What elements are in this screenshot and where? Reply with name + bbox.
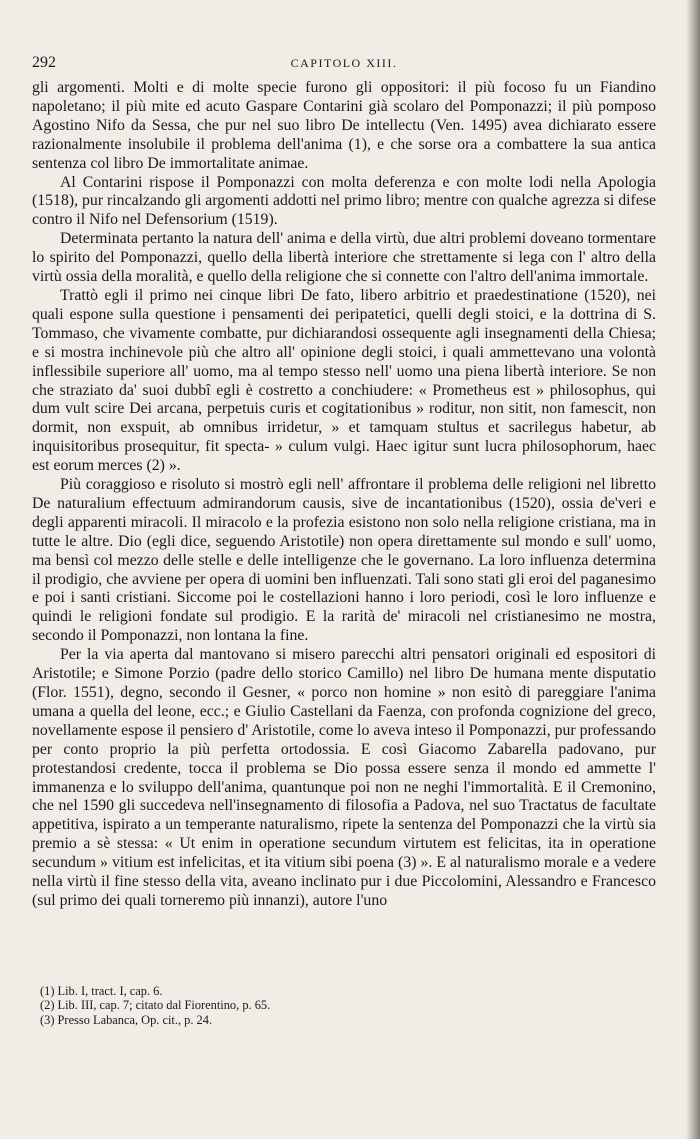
page-header	[32, 54, 656, 74]
page-number: 292	[32, 54, 56, 71]
paragraph: Al Contarini rispose il Pomponazzi con molta deferenza e con molte lodi nella Apologia (1518), pur rincalzando gli argomenti addotti nel primo libro; mentre con qualche agrezza si difese contro il Nifo nel Defensorium (1519).	[32, 173, 656, 229]
paragraph: Determinata pertanto la natura dell' anima e della virtù, due altri problemi doveano tormentare lo spirito del Pomponazzi, quello della libertà interiore che strettamente si lega con l' altro della virtù ossia della moralità, e quello della religione che si connette con l'altro dell'anima immortale.	[32, 230, 656, 286]
footnotes	[32, 984, 656, 1027]
paragraph: Trattò egli il primo nei cinque libri De fato, libero arbitrio et praedestinatione (1520), nei quali espone sulla questione i pensamenti dei peripatetici, quelli degli stoici, e la dottrina di S. Tommaso, che vivamente combatte, pur dichiarandosi ossequente agli insegnamenti della Chiesa; e si mostra inchinevole più che altro all' opinione degli stoici, i quali ammettevano una volontà inflessibile superiore all' uomo, ma al tempo stesso nell' uomo una piena libertà interiore. Se non che straziato da' suoi dubbî egli è costretto a conchiudere: « Prometheus est » philosophus, qui dum vult scire Dei arcana, perpetuis curis et cogitationibus » roditur, non sitit, non famescit, non dormit, non exspuit, ab omnibus irridetur, » et tamquam stultus et sacrilegus habetur, ab inquisitoribus prosequitur, fit specta- » culum vulgi. Haec igitur sunt lucra philosophorum, haec est eorum merces (2) ».	[32, 286, 656, 475]
footnote: (2) Lib. III, cap. 7; citato dal Fiorentino, p. 65.	[40, 998, 271, 1013]
running-head: CAPITOLO XIII.	[290, 56, 398, 70]
footnote: (1) Lib. I, tract. I, cap. 6.	[40, 984, 163, 998]
paragraph: gli argomenti. Molti e di molte specie furono gli oppositori: il più focoso fu un Fiandino napoletano; il più mite ed acuto Gaspare Contarini già scolaro del Pomponazzi; il più pomposo Agostino Nifo da Sessa, che pur nel suo libro De intellectu (Ven. 1495) avea dichiarato essere razionalmente insolubile il problema dell'anima (1), e che sorse ora a combattere la sua antica sentenza col libro De immortalitate animae.	[32, 79, 656, 172]
paragraph: Più coraggioso e risoluto si mostrò egli nell' affrontare il problema delle religioni nel libretto De naturalium effectuum admirandorum causis, sive de incantationibus (1520), ossia de'veri e degli apparenti miracoli. Il miracolo e la profezia esistono non solo nella religione cristiana, ma in tutte le altre. Dio (egli dice, seguendo Aristotile) non opera direttamente sul mondo e sull' uomo, ma bensì col mezzo delle stelle e delle intelligenze che le governano. La loro influenza determina il prodigio, che avviene per opera di uomini ben influenzati. Tali sono stati gli eroi del paganesimo e poi i santi cristiani. Siccome poi le costellazioni hanno i loro periodi, così le loro influenze e quindi le religioni fondate sul prodigio. E la rarità de' miracoli nel cristianesimo ne mostra, secondo il Pomponazzi, non lontana la fine.	[32, 476, 656, 645]
page-edge-shadow	[686, 0, 700, 1139]
footnote: (3) Presso Labanca, Op. cit., p. 24.	[40, 1012, 213, 1027]
body-text	[32, 79, 656, 911]
paragraph: Per la via aperta dal mantovano si misero parecchi altri pensatori originali ed espositori di Aristotile; e Simone Porzio (padre dello storico Camillo) nel libro De humana mente disputatio (Flor. 1551), degno, secondo il Gesner, « porco non homine » non esitò di pareggiare l'anima umana a quella del leone, ecc.; e Giulio Castellani da Faenza, con profonda cognizione del greco, novellamente espose il pensiero d' Aristotile, come lo aveva inteso il Pomponazzi, pur professando per conto proprio la più perfetta ortodossia. E così Giacomo Zabarella padovano, pur protestandosi credente, tocca il problema se Dio possa essere senza il mondo ed ammette l' immanenza e lo sviluppo dell'anima, quantunque poi non ne neghi l'immortalità. E il Cremonino, che nel 1590 gli succedeva nell'insegnamento di filosofia a Padova, nel suo Tractatus de facultate appetitiva, ispirato a un temperante naturalismo, ripete la sentenza del Pomponazzi che la virtù sia premio a sè stessa: « Ut enim in operatione secundum virtutem est felicitas, ita in operatione secundum » vitium est infelicitas, et ita vitium sibi poena (3) ». E al naturalismo morale e a vedere nella virtù il fine stesso della vita, aveano inclinato pur i due Piccolomini, Alessandro e Francesco (sul primo dei quali torneremo più innanzi), autore l'uno	[32, 646, 656, 909]
